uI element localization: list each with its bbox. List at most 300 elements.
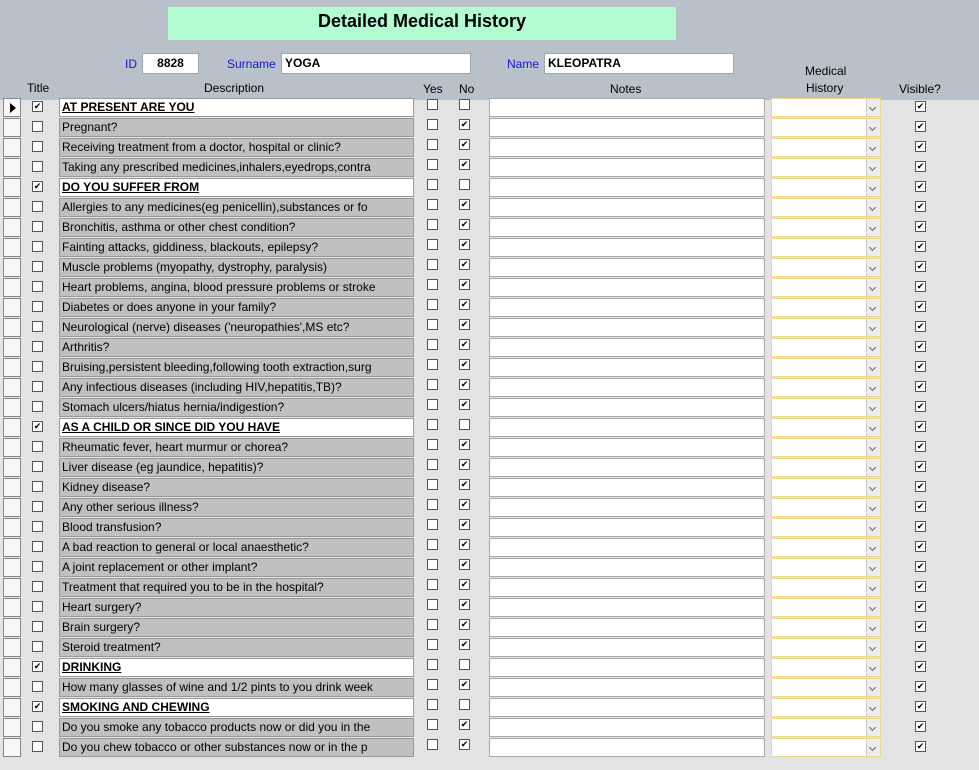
no-checkbox[interactable]: [459, 499, 470, 510]
visible-checkbox[interactable]: [915, 441, 926, 452]
description-field[interactable]: Pregnant?: [59, 118, 414, 137]
title-checkbox[interactable]: [32, 641, 43, 652]
description-field[interactable]: Receiving treatment from a doctor, hospital or clinic?: [59, 138, 414, 157]
no-checkbox[interactable]: [459, 739, 470, 750]
id-field[interactable]: 8828: [142, 53, 199, 74]
visible-checkbox[interactable]: [915, 621, 926, 632]
description-field[interactable]: DRINKING: [59, 658, 414, 677]
notes-field[interactable]: [489, 158, 765, 177]
visible-checkbox[interactable]: [915, 421, 926, 432]
description-field[interactable]: Brain surgery?: [59, 618, 414, 637]
title-checkbox[interactable]: [32, 701, 43, 712]
notes-field[interactable]: [489, 458, 765, 477]
chevron-down-icon[interactable]: [866, 479, 880, 496]
record-selector[interactable]: [3, 678, 21, 697]
chevron-down-icon[interactable]: [866, 699, 880, 716]
record-selector[interactable]: [3, 698, 21, 717]
surname-field[interactable]: YOGA: [281, 53, 471, 74]
yes-checkbox[interactable]: [427, 519, 438, 530]
visible-checkbox[interactable]: [915, 661, 926, 672]
no-checkbox[interactable]: [459, 239, 470, 250]
description-field[interactable]: Heart surgery?: [59, 598, 414, 617]
yes-checkbox[interactable]: [427, 159, 438, 170]
chevron-down-icon[interactable]: [866, 199, 880, 216]
notes-field[interactable]: [489, 738, 765, 757]
chevron-down-icon[interactable]: [866, 619, 880, 636]
notes-field[interactable]: [489, 98, 765, 117]
chevron-down-icon[interactable]: [866, 319, 880, 336]
record-selector[interactable]: [3, 438, 21, 457]
title-checkbox[interactable]: [32, 501, 43, 512]
medical-history-select[interactable]: [771, 98, 881, 117]
record-selector[interactable]: [3, 138, 21, 157]
notes-field[interactable]: [489, 418, 765, 437]
title-checkbox[interactable]: [32, 561, 43, 572]
yes-checkbox[interactable]: [427, 639, 438, 650]
record-selector[interactable]: [3, 638, 21, 657]
no-checkbox[interactable]: [459, 219, 470, 230]
medical-history-select[interactable]: [771, 538, 881, 557]
medical-history-select[interactable]: [771, 278, 881, 297]
record-selector[interactable]: [3, 98, 21, 117]
visible-checkbox[interactable]: [915, 641, 926, 652]
chevron-down-icon[interactable]: [866, 659, 880, 676]
medical-history-select[interactable]: [771, 118, 881, 137]
description-field[interactable]: Any other serious illness?: [59, 498, 414, 517]
no-checkbox[interactable]: [459, 339, 470, 350]
chevron-down-icon[interactable]: [866, 179, 880, 196]
title-checkbox[interactable]: [32, 421, 43, 432]
record-selector[interactable]: [3, 718, 21, 737]
no-checkbox[interactable]: [459, 479, 470, 490]
notes-field[interactable]: [489, 498, 765, 517]
name-field[interactable]: KLEOPATRA: [544, 53, 734, 74]
visible-checkbox[interactable]: [915, 501, 926, 512]
visible-checkbox[interactable]: [915, 561, 926, 572]
record-selector[interactable]: [3, 598, 21, 617]
chevron-down-icon[interactable]: [866, 259, 880, 276]
no-checkbox[interactable]: [459, 279, 470, 290]
yes-checkbox[interactable]: [427, 619, 438, 630]
medical-history-select[interactable]: [771, 638, 881, 657]
yes-checkbox[interactable]: [427, 459, 438, 470]
title-checkbox[interactable]: [32, 481, 43, 492]
notes-field[interactable]: [489, 258, 765, 277]
notes-field[interactable]: [489, 278, 765, 297]
title-checkbox[interactable]: [32, 461, 43, 472]
record-selector[interactable]: [3, 618, 21, 637]
record-selector[interactable]: [3, 118, 21, 137]
title-checkbox[interactable]: [32, 261, 43, 272]
visible-checkbox[interactable]: [915, 381, 926, 392]
record-selector[interactable]: [3, 298, 21, 317]
notes-field[interactable]: [489, 618, 765, 637]
no-checkbox[interactable]: [459, 719, 470, 730]
yes-checkbox[interactable]: [427, 139, 438, 150]
visible-checkbox[interactable]: [915, 601, 926, 612]
notes-field[interactable]: [489, 318, 765, 337]
no-checkbox[interactable]: [459, 319, 470, 330]
medical-history-select[interactable]: [771, 318, 881, 337]
medical-history-select[interactable]: [771, 618, 881, 637]
record-selector[interactable]: [3, 158, 21, 177]
yes-checkbox[interactable]: [427, 259, 438, 270]
no-checkbox[interactable]: [459, 419, 470, 430]
record-selector[interactable]: [3, 278, 21, 297]
notes-field[interactable]: [489, 138, 765, 157]
no-checkbox[interactable]: [459, 659, 470, 670]
description-field[interactable]: Fainting attacks, giddiness, blackouts, epilepsy?: [59, 238, 414, 257]
description-field[interactable]: Treatment that required you to be in the hospital?: [59, 578, 414, 597]
medical-history-select[interactable]: [771, 498, 881, 517]
chevron-down-icon[interactable]: [866, 99, 880, 116]
medical-history-select[interactable]: [771, 558, 881, 577]
visible-checkbox[interactable]: [915, 741, 926, 752]
record-selector[interactable]: [3, 738, 21, 757]
chevron-down-icon[interactable]: [866, 359, 880, 376]
title-checkbox[interactable]: [32, 341, 43, 352]
medical-history-select[interactable]: [771, 218, 881, 237]
record-selector[interactable]: [3, 398, 21, 417]
medical-history-select[interactable]: [771, 398, 881, 417]
description-field[interactable]: Liver disease (eg jaundice, hepatitis)?: [59, 458, 414, 477]
notes-field[interactable]: [489, 718, 765, 737]
description-field[interactable]: Steroid treatment?: [59, 638, 414, 657]
record-selector[interactable]: [3, 318, 21, 337]
title-checkbox[interactable]: [32, 521, 43, 532]
medical-history-select[interactable]: [771, 258, 881, 277]
medical-history-select[interactable]: [771, 698, 881, 717]
chevron-down-icon[interactable]: [866, 419, 880, 436]
yes-checkbox[interactable]: [427, 119, 438, 130]
description-field[interactable]: Arthritis?: [59, 338, 414, 357]
record-selector[interactable]: [3, 178, 21, 197]
chevron-down-icon[interactable]: [866, 579, 880, 596]
notes-field[interactable]: [489, 178, 765, 197]
notes-field[interactable]: [489, 238, 765, 257]
chevron-down-icon[interactable]: [866, 679, 880, 696]
description-field[interactable]: Allergies to any medicines(eg penicellin),substances or fo: [59, 198, 414, 217]
medical-history-select[interactable]: [771, 358, 881, 377]
visible-checkbox[interactable]: [915, 261, 926, 272]
notes-field[interactable]: [489, 338, 765, 357]
record-selector[interactable]: [3, 338, 21, 357]
notes-field[interactable]: [489, 398, 765, 417]
title-checkbox[interactable]: [32, 121, 43, 132]
title-checkbox[interactable]: [32, 161, 43, 172]
description-field[interactable]: Do you smoke any tobacco products now or did you in the: [59, 718, 414, 737]
chevron-down-icon[interactable]: [866, 559, 880, 576]
yes-checkbox[interactable]: [427, 339, 438, 350]
medical-history-select[interactable]: [771, 718, 881, 737]
chevron-down-icon[interactable]: [866, 339, 880, 356]
record-selector[interactable]: [3, 218, 21, 237]
title-checkbox[interactable]: [32, 401, 43, 412]
no-checkbox[interactable]: [459, 459, 470, 470]
no-checkbox[interactable]: [459, 559, 470, 570]
medical-history-select[interactable]: [771, 678, 881, 697]
chevron-down-icon[interactable]: [866, 239, 880, 256]
notes-field[interactable]: [489, 558, 765, 577]
yes-checkbox[interactable]: [427, 379, 438, 390]
visible-checkbox[interactable]: [915, 201, 926, 212]
chevron-down-icon[interactable]: [866, 539, 880, 556]
visible-checkbox[interactable]: [915, 161, 926, 172]
medical-history-select[interactable]: [771, 198, 881, 217]
chevron-down-icon[interactable]: [866, 379, 880, 396]
notes-field[interactable]: [489, 358, 765, 377]
no-checkbox[interactable]: [459, 179, 470, 190]
medical-history-select[interactable]: [771, 438, 881, 457]
description-field[interactable]: Bruising,persistent bleeding,following tooth extraction,surg: [59, 358, 414, 377]
yes-checkbox[interactable]: [427, 499, 438, 510]
description-field[interactable]: Diabetes or does anyone in your family?: [59, 298, 414, 317]
medical-history-select[interactable]: [771, 338, 881, 357]
chevron-down-icon[interactable]: [866, 159, 880, 176]
visible-checkbox[interactable]: [915, 181, 926, 192]
record-selector[interactable]: [3, 498, 21, 517]
description-field[interactable]: AT PRESENT ARE YOU: [59, 98, 414, 117]
title-checkbox[interactable]: [32, 541, 43, 552]
medical-history-select[interactable]: [771, 658, 881, 677]
notes-field[interactable]: [489, 658, 765, 677]
notes-field[interactable]: [489, 638, 765, 657]
notes-field[interactable]: [489, 478, 765, 497]
yes-checkbox[interactable]: [427, 239, 438, 250]
record-selector[interactable]: [3, 658, 21, 677]
record-selector[interactable]: [3, 358, 21, 377]
record-selector[interactable]: [3, 538, 21, 557]
description-field[interactable]: DO YOU SUFFER FROM: [59, 178, 414, 197]
chevron-down-icon[interactable]: [866, 519, 880, 536]
notes-field[interactable]: [489, 198, 765, 217]
yes-checkbox[interactable]: [427, 479, 438, 490]
chevron-down-icon[interactable]: [866, 299, 880, 316]
no-checkbox[interactable]: [459, 199, 470, 210]
record-selector[interactable]: [3, 198, 21, 217]
title-checkbox[interactable]: [32, 601, 43, 612]
yes-checkbox[interactable]: [427, 439, 438, 450]
yes-checkbox[interactable]: [427, 539, 438, 550]
yes-checkbox[interactable]: [427, 659, 438, 670]
record-selector[interactable]: [3, 258, 21, 277]
no-checkbox[interactable]: [459, 299, 470, 310]
notes-field[interactable]: [489, 218, 765, 237]
visible-checkbox[interactable]: [915, 701, 926, 712]
no-checkbox[interactable]: [459, 159, 470, 170]
yes-checkbox[interactable]: [427, 599, 438, 610]
record-selector[interactable]: [3, 378, 21, 397]
description-field[interactable]: Stomach ulcers/hiatus hernia/indigestion?: [59, 398, 414, 417]
medical-history-select[interactable]: [771, 458, 881, 477]
record-selector[interactable]: [3, 418, 21, 437]
notes-field[interactable]: [489, 678, 765, 697]
medical-history-select[interactable]: [771, 478, 881, 497]
visible-checkbox[interactable]: [915, 361, 926, 372]
chevron-down-icon[interactable]: [866, 439, 880, 456]
no-checkbox[interactable]: [459, 399, 470, 410]
yes-checkbox[interactable]: [427, 579, 438, 590]
medical-history-select[interactable]: [771, 158, 881, 177]
yes-checkbox[interactable]: [427, 419, 438, 430]
description-field[interactable]: Do you chew tobacco or other substances now or in the p: [59, 738, 414, 757]
no-checkbox[interactable]: [459, 679, 470, 690]
description-field[interactable]: Taking any prescribed medicines,inhalers,eyedrops,contra: [59, 158, 414, 177]
no-checkbox[interactable]: [459, 359, 470, 370]
title-checkbox[interactable]: [32, 141, 43, 152]
notes-field[interactable]: [489, 578, 765, 597]
no-checkbox[interactable]: [459, 259, 470, 270]
yes-checkbox[interactable]: [427, 99, 438, 110]
no-checkbox[interactable]: [459, 619, 470, 630]
title-checkbox[interactable]: [32, 321, 43, 332]
title-checkbox[interactable]: [32, 721, 43, 732]
title-checkbox[interactable]: [32, 381, 43, 392]
chevron-down-icon[interactable]: [866, 599, 880, 616]
chevron-down-icon[interactable]: [866, 139, 880, 156]
visible-checkbox[interactable]: [915, 401, 926, 412]
medical-history-select[interactable]: [771, 518, 881, 537]
title-checkbox[interactable]: [32, 201, 43, 212]
no-checkbox[interactable]: [459, 139, 470, 150]
visible-checkbox[interactable]: [915, 101, 926, 112]
chevron-down-icon[interactable]: [866, 279, 880, 296]
description-field[interactable]: A bad reaction to general or local anaesthetic?: [59, 538, 414, 557]
chevron-down-icon[interactable]: [866, 719, 880, 736]
no-checkbox[interactable]: [459, 519, 470, 530]
yes-checkbox[interactable]: [427, 279, 438, 290]
yes-checkbox[interactable]: [427, 199, 438, 210]
medical-history-select[interactable]: [771, 238, 881, 257]
visible-checkbox[interactable]: [915, 341, 926, 352]
yes-checkbox[interactable]: [427, 699, 438, 710]
description-field[interactable]: Muscle problems (myopathy, dystrophy, paralysis): [59, 258, 414, 277]
visible-checkbox[interactable]: [915, 521, 926, 532]
title-checkbox[interactable]: [32, 301, 43, 312]
yes-checkbox[interactable]: [427, 399, 438, 410]
no-checkbox[interactable]: [459, 439, 470, 450]
yes-checkbox[interactable]: [427, 559, 438, 570]
description-field[interactable]: Any infectious diseases (including HIV,hepatitis,TB)?: [59, 378, 414, 397]
visible-checkbox[interactable]: [915, 301, 926, 312]
chevron-down-icon[interactable]: [866, 739, 880, 756]
notes-field[interactable]: [489, 538, 765, 557]
no-checkbox[interactable]: [459, 579, 470, 590]
notes-field[interactable]: [489, 598, 765, 617]
yes-checkbox[interactable]: [427, 719, 438, 730]
description-field[interactable]: How many glasses of wine and 1/2 pints to you drink week: [59, 678, 414, 697]
title-checkbox[interactable]: [32, 241, 43, 252]
title-checkbox[interactable]: [32, 681, 43, 692]
yes-checkbox[interactable]: [427, 219, 438, 230]
visible-checkbox[interactable]: [915, 241, 926, 252]
notes-field[interactable]: [489, 298, 765, 317]
record-selector[interactable]: [3, 518, 21, 537]
title-checkbox[interactable]: [32, 281, 43, 292]
no-checkbox[interactable]: [459, 119, 470, 130]
no-checkbox[interactable]: [459, 539, 470, 550]
yes-checkbox[interactable]: [427, 319, 438, 330]
yes-checkbox[interactable]: [427, 679, 438, 690]
medical-history-select[interactable]: [771, 298, 881, 317]
medical-history-select[interactable]: [771, 418, 881, 437]
description-field[interactable]: AS A CHILD OR SINCE DID YOU HAVE: [59, 418, 414, 437]
medical-history-select[interactable]: [771, 378, 881, 397]
medical-history-select[interactable]: [771, 738, 881, 757]
yes-checkbox[interactable]: [427, 179, 438, 190]
title-checkbox[interactable]: [32, 361, 43, 372]
notes-field[interactable]: [489, 378, 765, 397]
title-checkbox[interactable]: [32, 581, 43, 592]
description-field[interactable]: A joint replacement or other implant?: [59, 558, 414, 577]
title-checkbox[interactable]: [32, 741, 43, 752]
description-field[interactable]: Rheumatic fever, heart murmur or chorea?: [59, 438, 414, 457]
medical-history-select[interactable]: [771, 578, 881, 597]
description-field[interactable]: Kidney disease?: [59, 478, 414, 497]
visible-checkbox[interactable]: [915, 541, 926, 552]
description-field[interactable]: Neurological (nerve) diseases ('neuropathies',MS etc?: [59, 318, 414, 337]
visible-checkbox[interactable]: [915, 221, 926, 232]
record-selector[interactable]: [3, 238, 21, 257]
medical-history-select[interactable]: [771, 138, 881, 157]
visible-checkbox[interactable]: [915, 321, 926, 332]
no-checkbox[interactable]: [459, 639, 470, 650]
notes-field[interactable]: [489, 438, 765, 457]
title-checkbox[interactable]: [32, 221, 43, 232]
chevron-down-icon[interactable]: [866, 119, 880, 136]
notes-field[interactable]: [489, 118, 765, 137]
title-checkbox[interactable]: [32, 661, 43, 672]
visible-checkbox[interactable]: [915, 121, 926, 132]
visible-checkbox[interactable]: [915, 481, 926, 492]
record-selector[interactable]: [3, 558, 21, 577]
yes-checkbox[interactable]: [427, 359, 438, 370]
title-checkbox[interactable]: [32, 621, 43, 632]
title-checkbox[interactable]: [32, 181, 43, 192]
no-checkbox[interactable]: [459, 99, 470, 110]
notes-field[interactable]: [489, 518, 765, 537]
no-checkbox[interactable]: [459, 699, 470, 710]
description-field[interactable]: SMOKING AND CHEWING: [59, 698, 414, 717]
no-checkbox[interactable]: [459, 379, 470, 390]
description-field[interactable]: Bronchitis, asthma or other chest condition?: [59, 218, 414, 237]
chevron-down-icon[interactable]: [866, 499, 880, 516]
record-selector[interactable]: [3, 458, 21, 477]
chevron-down-icon[interactable]: [866, 219, 880, 236]
yes-checkbox[interactable]: [427, 299, 438, 310]
no-checkbox[interactable]: [459, 599, 470, 610]
notes-field[interactable]: [489, 698, 765, 717]
visible-checkbox[interactable]: [915, 281, 926, 292]
title-checkbox[interactable]: [32, 441, 43, 452]
title-checkbox[interactable]: [32, 101, 43, 112]
description-field[interactable]: Blood transfusion?: [59, 518, 414, 537]
visible-checkbox[interactable]: [915, 721, 926, 732]
visible-checkbox[interactable]: [915, 581, 926, 592]
visible-checkbox[interactable]: [915, 461, 926, 472]
medical-history-select[interactable]: [771, 598, 881, 617]
record-selector[interactable]: [3, 478, 21, 497]
visible-checkbox[interactable]: [915, 141, 926, 152]
record-selector[interactable]: [3, 578, 21, 597]
chevron-down-icon[interactable]: [866, 459, 880, 476]
medical-history-select[interactable]: [771, 178, 881, 197]
visible-checkbox[interactable]: [915, 681, 926, 692]
description-field[interactable]: Heart problems, angina, blood pressure problems or stroke: [59, 278, 414, 297]
chevron-down-icon[interactable]: [866, 399, 880, 416]
yes-checkbox[interactable]: [427, 739, 438, 750]
chevron-down-icon[interactable]: [866, 639, 880, 656]
